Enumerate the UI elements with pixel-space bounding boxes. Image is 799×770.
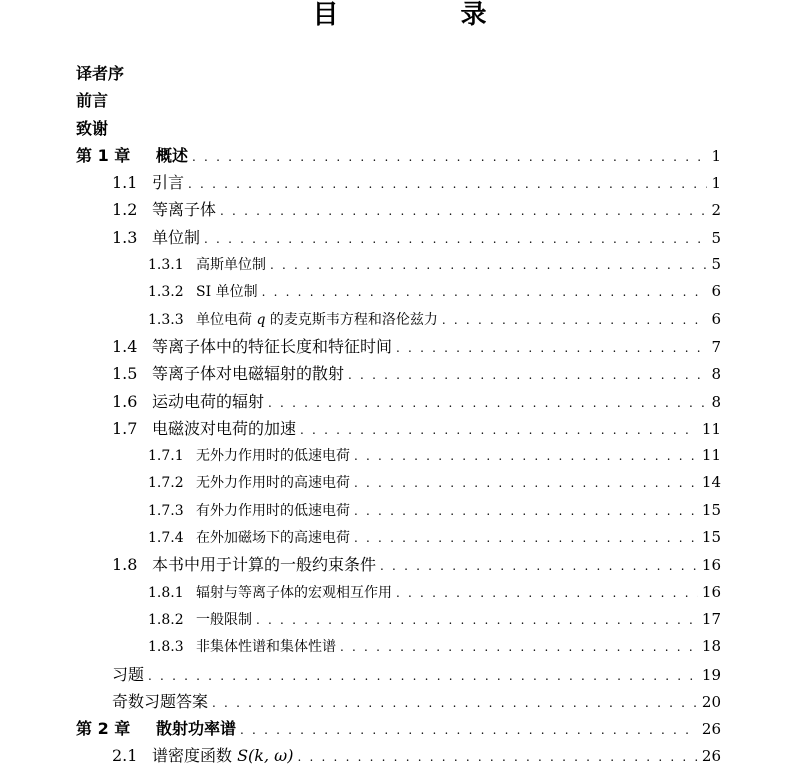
dot-leader: [192, 144, 707, 169]
toc-odd-answers[interactable]: [76, 688, 721, 715]
toc-entry-number: 1.8.3: [148, 639, 184, 656]
dot-leader: [188, 171, 707, 196]
toc-entry-number: 1.4: [112, 336, 138, 356]
toc-entry-title: 无外力作用时的低速电荷: [196, 448, 350, 465]
toc-entry-page: 17: [701, 609, 721, 628]
math-variable: S(k, ω): [237, 746, 294, 766]
toc-entry-page: 15: [701, 528, 721, 547]
toc-front-acknowledgements[interactable]: [76, 115, 721, 142]
toc-entry-title: SI 单位制: [196, 284, 258, 301]
toc-entry-title: [196, 307, 438, 333]
toc-entry-number: 1.5: [112, 364, 138, 384]
toc-entry-title: 致谢: [76, 118, 109, 138]
dot-leader: [300, 417, 698, 442]
toc-chapter-1[interactable]: [76, 142, 721, 169]
toc-exercises[interactable]: [76, 661, 721, 688]
title-text-after: 的麦克斯韦方程和洛伦兹力: [265, 311, 438, 328]
toc-section-1-7[interactable]: [76, 415, 721, 442]
toc-entry-number: 1.7.4: [148, 530, 184, 547]
toc-entry-number: 2.1: [112, 746, 138, 766]
toc-entry-number: 1.2: [112, 200, 138, 220]
dot-leader: [380, 553, 698, 578]
toc-entry-page: 26: [701, 747, 721, 766]
dot-leader: [354, 470, 698, 496]
toc-entry-number: 1.1: [112, 173, 138, 193]
toc-subsection-1-3-1[interactable]: [76, 251, 721, 278]
toc-subsection-1-3-2[interactable]: [76, 278, 721, 305]
toc-subsection-1-7-1[interactable]: [76, 442, 721, 469]
toc-entry-number: 1.3.1: [148, 257, 184, 274]
dot-leader: [240, 717, 698, 742]
toc-entry-number: 1.8: [112, 555, 138, 575]
dot-leader: [148, 663, 698, 688]
toc-section-1-5[interactable]: [76, 360, 721, 387]
toc-entry-page: 15: [701, 500, 721, 519]
toc-subsection-1-7-2[interactable]: [76, 469, 721, 496]
toc-entry-number: 1.6: [112, 391, 138, 411]
toc-entry-page: 7: [711, 337, 721, 356]
toc-entry-page: 16: [701, 556, 721, 575]
toc-entry-title: 有外力作用时的低速电荷: [196, 502, 350, 519]
toc-entry-title: 电磁波对电荷的加速: [152, 418, 297, 438]
dot-leader: [297, 744, 697, 769]
toc-section-1-4[interactable]: [76, 333, 721, 360]
toc-entry-page: 11: [701, 446, 721, 465]
page-title: 目 录: [312, 0, 535, 30]
toc-front-preface[interactable]: [76, 87, 721, 114]
toc-subsection-1-8-3[interactable]: [76, 633, 721, 660]
toc-entry-page: 26: [701, 720, 721, 739]
toc-entry-number: 1.8.2: [148, 611, 184, 628]
toc-entry-number: 1.7.3: [148, 502, 184, 519]
toc-chapter-2[interactable]: [76, 715, 721, 742]
dot-leader: [442, 307, 707, 333]
toc-entry-title: 一般限制: [196, 611, 252, 628]
dot-leader: [204, 226, 707, 251]
toc-entry-page: 8: [711, 365, 721, 384]
dot-leader: [354, 525, 698, 551]
title-text-before: 单位电荷: [196, 311, 257, 328]
toc-section-1-8[interactable]: [76, 551, 721, 578]
toc-entry-title: 等离子体对电磁辐射的散射: [152, 364, 345, 384]
toc-section-1-2[interactable]: [76, 196, 721, 223]
toc-entry-page: 5: [711, 255, 721, 274]
dot-leader: [396, 335, 707, 360]
toc-subsection-1-7-4[interactable]: [76, 524, 721, 551]
toc-entry-title: 无外力作用时的高速电荷: [196, 475, 350, 492]
toc-entry-page: 19: [701, 665, 721, 684]
title-text-before: 谱密度函数: [152, 746, 238, 766]
toc-section-2-1[interactable]: [76, 742, 721, 769]
toc-entry-title: 前言: [76, 91, 109, 111]
dot-leader: [396, 580, 698, 606]
table-of-contents: [76, 60, 721, 770]
toc-entry-title: 散射功率谱: [156, 719, 237, 739]
dot-leader: [268, 390, 707, 415]
dot-leader: [340, 634, 698, 660]
toc-entry-page: 20: [701, 692, 721, 711]
toc-entry-title: 等离子体: [152, 200, 217, 220]
toc-entry-page: 8: [711, 392, 721, 411]
toc-entry-page: 2: [711, 201, 721, 220]
toc-subsection-1-8-2[interactable]: [76, 606, 721, 633]
toc-entry-title: 非集体性谱和集体性谱: [196, 639, 336, 656]
toc-entry-title: 习题: [112, 664, 145, 684]
toc-entry-title: 本书中用于计算的一般约束条件: [152, 555, 377, 575]
toc-entry-page: 11: [701, 419, 721, 438]
dot-leader: [212, 690, 698, 715]
dot-leader: [256, 607, 698, 633]
toc-entry-page: 1: [711, 146, 721, 165]
toc-entry-title: [152, 742, 293, 769]
toc-entry-page: 14: [701, 473, 721, 492]
toc-entry-page: 18: [701, 637, 721, 656]
toc-section-1-6[interactable]: [76, 388, 721, 415]
toc-entry-title: 辐射与等离子体的宏观相互作用: [196, 584, 392, 601]
dot-leader: [262, 279, 707, 305]
toc-section-1-1[interactable]: [76, 169, 721, 196]
toc-entry-number: 1.7.1: [148, 448, 184, 465]
toc-subsection-1-3-3[interactable]: [76, 306, 721, 333]
toc-entry-number: 1.3: [112, 227, 138, 247]
toc-entry-number: 1.7.2: [148, 475, 184, 492]
toc-entry-page: 1: [711, 174, 721, 193]
toc-entry-page: 5: [711, 228, 721, 247]
dot-leader: [270, 252, 707, 278]
toc-entry-title: 概述: [156, 145, 189, 165]
toc-entry-number: 第 1 章: [76, 145, 131, 165]
dot-leader: [354, 443, 698, 469]
toc-entry-page: 16: [701, 582, 721, 601]
toc-entry-number: 第 2 章: [76, 719, 131, 739]
toc-entry-title: 引言: [152, 173, 185, 193]
toc-entry-title: 高斯单位制: [196, 257, 266, 274]
toc-front-translator-preface[interactable]: [76, 60, 721, 87]
toc-entry-title: 奇数习题答案: [112, 691, 209, 711]
dot-leader: [220, 198, 707, 223]
toc-entry-number: 1.8.1: [148, 584, 184, 601]
toc-entry-number: 1.7: [112, 418, 138, 438]
toc-entry-title: 在外加磁场下的高速电荷: [196, 530, 350, 547]
toc-subsection-1-8-1[interactable]: [76, 579, 721, 606]
toc-entry-number: 1.3.2: [148, 284, 184, 301]
toc-entry-title: 单位制: [152, 227, 201, 247]
toc-entry-page: 6: [711, 282, 721, 301]
dot-leader: [348, 362, 707, 387]
toc-section-1-3[interactable]: [76, 224, 721, 251]
toc-entry-page: 6: [711, 309, 721, 328]
toc-entry-title: 运动电荷的辐射: [152, 391, 265, 411]
dot-leader: [354, 498, 698, 524]
math-variable: q: [256, 311, 266, 328]
toc-entry-title: 等离子体中的特征长度和特征时间: [152, 336, 393, 356]
toc-subsection-1-7-3[interactable]: [76, 497, 721, 524]
toc-entry-number: 1.3.3: [148, 311, 184, 328]
toc-entry-title: 译者序: [76, 64, 125, 83]
